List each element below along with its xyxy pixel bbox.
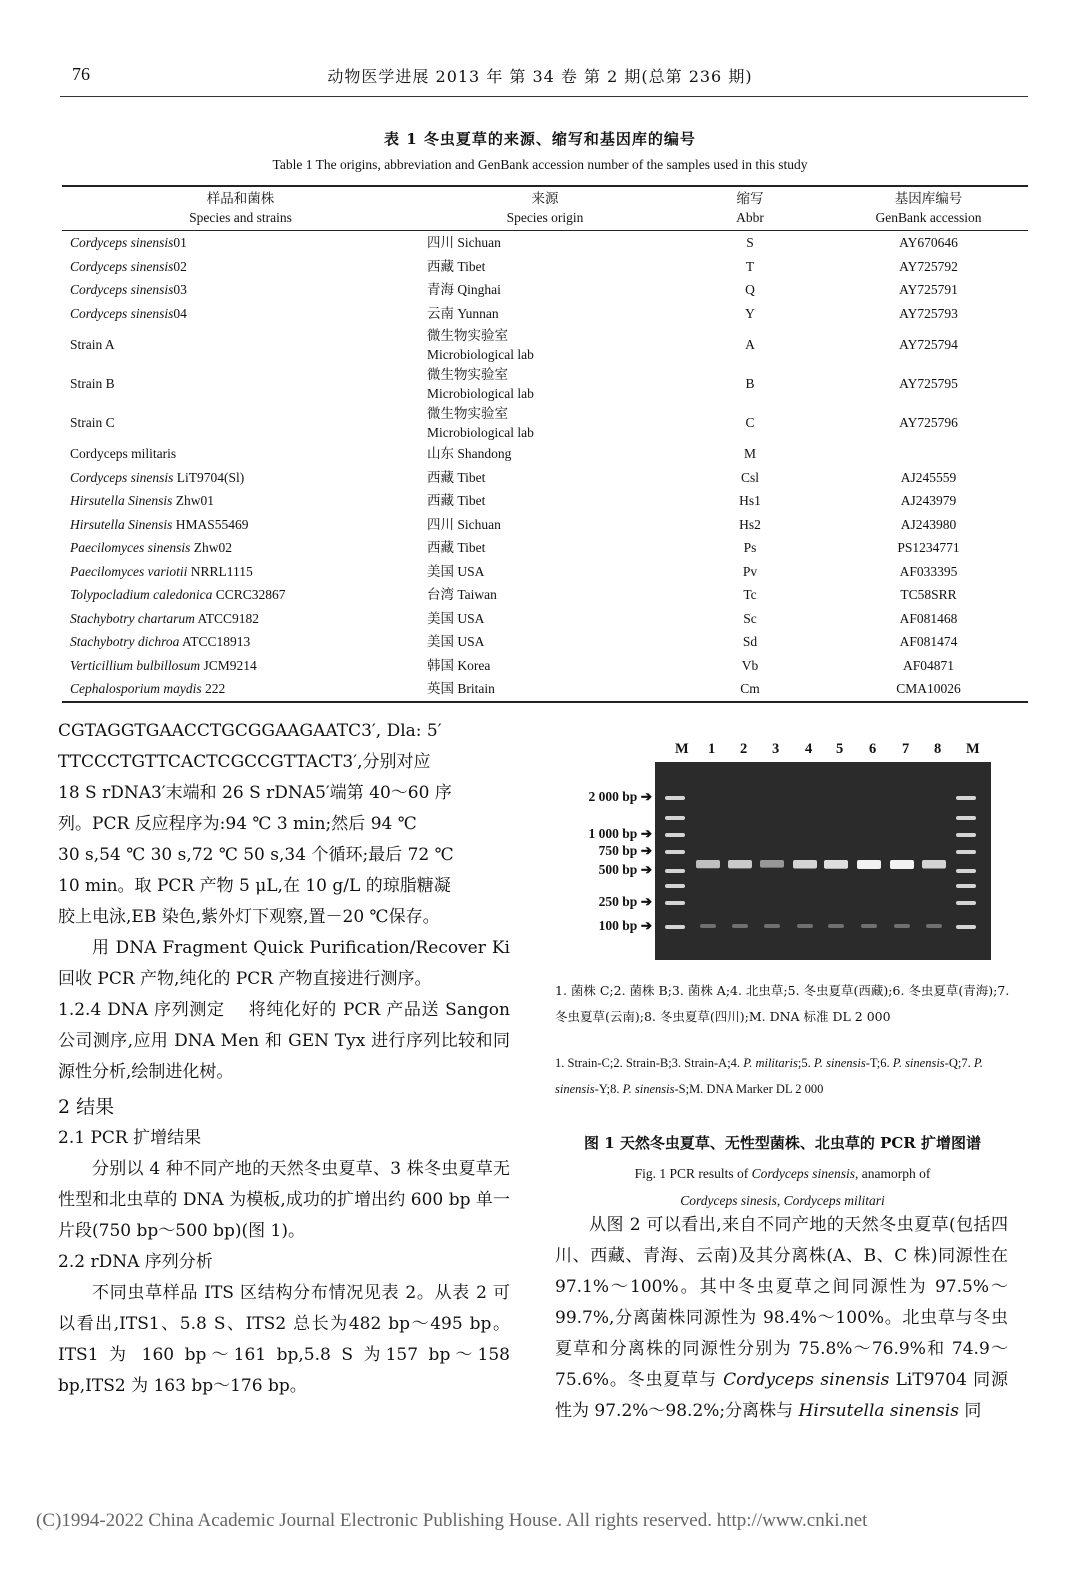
ladder-band bbox=[956, 925, 976, 929]
ladder-band bbox=[665, 796, 685, 800]
sample-band bbox=[890, 860, 914, 869]
cell-origin: 韩国 Korea bbox=[427, 657, 491, 673]
gel-lane-label: 5 bbox=[836, 741, 844, 757]
cell-accession: AY725796 bbox=[899, 415, 958, 430]
cell-species: Stachybotry chartarum ATCC9182 bbox=[70, 610, 259, 626]
section-2-2-heading: 2.2 rDNA 序列分析 bbox=[58, 1252, 213, 1272]
arrow-right-icon: ➔ bbox=[640, 843, 652, 858]
table-row bbox=[62, 583, 1028, 607]
gel-lane-label: 8 bbox=[934, 741, 942, 757]
cell-species: Stachybotry dichroa ATCC18913 bbox=[70, 634, 251, 650]
cell-accession: TC58SRR bbox=[900, 587, 957, 603]
cell-abbr: Ps bbox=[743, 540, 757, 556]
gel-lane-label: M bbox=[966, 741, 980, 757]
cell-accession: AF04871 bbox=[902, 657, 954, 673]
cell-accession bbox=[829, 442, 1028, 466]
cell-species: Cordyceps sinensis04 bbox=[70, 305, 187, 321]
cell-accession: AY725793 bbox=[899, 305, 958, 321]
cell-accession: AJ245559 bbox=[900, 469, 957, 485]
gel-lane-label: M bbox=[675, 741, 689, 757]
table-header-row bbox=[62, 186, 1028, 231]
ladder-band bbox=[665, 833, 685, 837]
left-column bbox=[58, 716, 510, 1402]
section-2-1-heading: 2.1 PCR 扩增结果 bbox=[58, 1128, 202, 1148]
gel-lane-labels bbox=[660, 741, 990, 761]
gel-lane-label: 6 bbox=[869, 741, 877, 757]
cell-accession: AF081468 bbox=[899, 610, 958, 626]
cell-origin: 西藏 Tibet bbox=[427, 469, 486, 485]
cell-abbr: C bbox=[745, 415, 755, 430]
table-row bbox=[62, 489, 1028, 513]
primer-line-6: 10 min。取 PCR 产物 5 μL,在 10 g/L 的琼脂糖凝 bbox=[58, 876, 451, 896]
primer-line-3: 18 S rDNA3′末端和 26 S rDNA5′端第 40～60 序 bbox=[58, 783, 452, 803]
cell-abbr: Q bbox=[745, 282, 755, 298]
page-number: 76 bbox=[72, 64, 90, 84]
cell-species: Cordyceps militaris bbox=[70, 446, 177, 462]
gel-marker-label: 750 bp ➔ bbox=[598, 843, 652, 858]
cell-origin: 西藏 Tibet bbox=[427, 493, 486, 509]
table-row bbox=[62, 403, 1028, 442]
cell-origin: 美国 USA bbox=[427, 610, 485, 626]
figure-caption-cn: 1. 菌株 C;2. 菌株 B;3. 菌株 A;4. 北虫草;5. 冬虫夏草(西藏);6. 冬虫夏草(青海);7. 冬虫夏草(云南);8. 冬虫夏草(四川);M. DNA 标准 DL 2 000 bbox=[555, 983, 1010, 1024]
sample-band bbox=[922, 860, 946, 869]
sample-band bbox=[696, 860, 720, 868]
cell-abbr: Pv bbox=[742, 563, 758, 579]
cell-accession: AF081474 bbox=[899, 634, 958, 650]
ladder-band bbox=[956, 869, 976, 873]
cell-species: Hirsutella Sinensis HMAS55469 bbox=[70, 516, 249, 532]
arrow-right-icon: ➔ bbox=[640, 826, 652, 841]
cell-accession: PS1234771 bbox=[897, 540, 960, 556]
primer-dimer-band bbox=[797, 924, 813, 928]
figure-title-en: Fig. 1 PCR results of Cordyceps sinensis, anamorph of Cordyceps sinesis, Cordyceps militari bbox=[634, 1166, 931, 1208]
table-row bbox=[62, 560, 1028, 584]
cell-species: Strain C bbox=[70, 415, 115, 430]
cell-abbr: B bbox=[745, 376, 755, 391]
ladder-band bbox=[956, 816, 976, 820]
primer-line-7: 胶上电泳,EB 染色,紫外灯下观察,置－20 ℃保存。 bbox=[58, 907, 440, 927]
table-title-cn: 表 1 冬虫夏草的来源、缩写和基因库的编号 bbox=[384, 130, 696, 148]
ladder-band bbox=[956, 850, 976, 854]
col-header-species: 样品和菌株 Species and strains bbox=[62, 186, 419, 231]
primer-line-1: CGTAGGTGAACCTGCGGAAGAATC3′, Dla: 5′ bbox=[58, 721, 442, 741]
ladder-band bbox=[665, 925, 685, 929]
table-row bbox=[62, 325, 1028, 364]
rdna-paragraph: 不同虫草样品 ITS 区结构分布情况见表 2。从表 2 可以看出,ITS1、5.8 S、ITS2 总长为482 bp～495 bp。ITS1 为 160 bp～161 bp,5.8 S 为157 bp～158 bp,ITS2 为 163 bp～176 bp。 bbox=[58, 1283, 510, 1396]
table-title-en: Table 1 The origins, abbreviation and GenBank accession number of the samples used in this study bbox=[272, 157, 808, 172]
cell-species: Cordyceps sinensis02 bbox=[70, 258, 187, 274]
primer-dimer-band bbox=[700, 924, 716, 928]
cell-origin: 四川 Sichuan bbox=[427, 235, 501, 251]
ladder-band bbox=[956, 884, 976, 888]
cell-species: Paecilomyces variotii NRRL1115 bbox=[70, 563, 253, 579]
primer-line-5: 30 s,54 ℃ 30 s,72 ℃ 50 s,34 个循环;最后 72 ℃ bbox=[58, 845, 454, 865]
cell-accession: AY725791 bbox=[899, 282, 958, 298]
cell-abbr: Csl bbox=[740, 469, 759, 485]
ladder-band bbox=[956, 901, 976, 905]
ladder-band bbox=[665, 869, 685, 873]
cell-origin: 微生物实验室 Microbiological lab bbox=[427, 405, 534, 440]
figure-title-cn: 图 1 天然冬虫夏草、无性型菌株、北虫草的 PCR 扩增图谱 bbox=[583, 1134, 981, 1152]
table-row bbox=[62, 442, 1028, 466]
cell-origin: 四川 Sichuan bbox=[427, 516, 501, 532]
table-row bbox=[62, 255, 1028, 279]
arrow-right-icon: ➔ bbox=[640, 862, 652, 877]
cell-accession: CMA10026 bbox=[896, 681, 961, 697]
ladder-band bbox=[665, 884, 685, 888]
sample-band bbox=[728, 860, 752, 868]
cell-origin: 微生物实验室 Microbiological lab bbox=[427, 327, 534, 362]
sequencing-text: 将纯化好的 PCR 产品送 Sangon 公司测序,应用 DNA Men 和 GEN Tyx 进行序列比较和同源性分析,绘制进化树。 bbox=[58, 1000, 510, 1082]
cell-origin: 台湾 Taiwan bbox=[427, 587, 497, 603]
primer-dimer-band bbox=[861, 924, 877, 928]
cell-accession: AJ243980 bbox=[900, 516, 957, 532]
table-row bbox=[62, 302, 1028, 326]
cell-species: Strain A bbox=[70, 337, 115, 352]
gel-lane-label: 7 bbox=[902, 741, 910, 757]
gel-lane-label: 3 bbox=[772, 741, 780, 757]
gel-marker-label: 1 000 bp ➔ bbox=[588, 826, 652, 841]
cell-species: Verticillium bulbillosum JCM9214 bbox=[70, 657, 257, 673]
ladder-band bbox=[956, 796, 976, 800]
sample-band bbox=[793, 860, 817, 869]
gel-lane-label: 4 bbox=[805, 741, 813, 757]
gel-marker-label: 100 bp ➔ bbox=[598, 918, 652, 933]
running-head: 动物医学进展 2013 年 第 34 卷 第 2 期(总第 236 期) bbox=[327, 67, 753, 86]
cell-origin: 西藏 Tibet bbox=[427, 540, 486, 556]
table-row bbox=[62, 513, 1028, 537]
arrow-right-icon: ➔ bbox=[640, 918, 652, 933]
gel-lane-label: 1 bbox=[708, 741, 716, 757]
gel-marker-label: 2 000 bp ➔ bbox=[588, 789, 652, 804]
cell-accession: AF033395 bbox=[899, 563, 958, 579]
cell-abbr: S bbox=[746, 235, 754, 251]
cell-abbr: Y bbox=[745, 305, 755, 321]
table-row bbox=[62, 364, 1028, 403]
cell-species: Strain B bbox=[70, 376, 115, 391]
primer-dimer-band bbox=[764, 924, 780, 928]
cell-species: Cordyceps sinensis LiT9704(Sl) bbox=[70, 469, 245, 485]
cell-abbr: Sc bbox=[743, 610, 757, 626]
table-row bbox=[62, 231, 1028, 255]
primer-line-2: TTCCCTGTTCACTCGCCGTTACT3′,分别对应 bbox=[58, 752, 431, 772]
cell-species: Hirsutella Sinensis Zhw01 bbox=[70, 493, 215, 509]
primer-line-4: 列。PCR 反应程序为:94 ℃ 3 min;然后 94 ℃ bbox=[58, 814, 417, 834]
sequencing-paragraph bbox=[58, 995, 510, 1088]
cell-abbr: M bbox=[743, 446, 756, 462]
cell-species: Paecilomyces sinensis Zhw02 bbox=[70, 540, 232, 556]
table-row bbox=[62, 466, 1028, 490]
table-row bbox=[62, 536, 1028, 560]
gel-marker-label: 500 bp ➔ bbox=[598, 862, 652, 877]
cell-accession: AY670646 bbox=[899, 235, 958, 251]
sample-band bbox=[760, 860, 784, 868]
cell-origin: 青海 Qinghai bbox=[427, 282, 501, 298]
ladder-band bbox=[956, 833, 976, 837]
cell-abbr: Sd bbox=[742, 634, 758, 650]
primer-dimer-band bbox=[894, 924, 910, 928]
arrow-right-icon: ➔ bbox=[640, 789, 652, 804]
table-row bbox=[62, 654, 1028, 678]
pcr-result-paragraph: 分别以 4 种不同产地的天然冬虫夏草、3 株冬虫夏草无性型和北虫草的 DNA 为模板,成功的扩增出约 600 bp 单一片段(750 bp～500 bp)(图 1)。 bbox=[58, 1159, 510, 1241]
gel-lane-label: 2 bbox=[740, 741, 748, 757]
purification-paragraph: 用 DNA Fragment Quick Purification/Recover Ki 回收 PCR 产物,纯化的 PCR 产物直接进行测序。 bbox=[58, 938, 510, 989]
col-header-abbr: 缩写 Abbr bbox=[671, 186, 829, 231]
cell-origin: 英国 Britain bbox=[427, 681, 495, 697]
cell-species: Cordyceps sinensis01 bbox=[70, 235, 187, 251]
cell-abbr: A bbox=[745, 337, 755, 352]
cell-accession: AJ243979 bbox=[900, 493, 957, 509]
cell-abbr: Hs1 bbox=[739, 493, 761, 509]
cell-origin: 云南 Yunnan bbox=[427, 305, 499, 321]
cell-origin: 微生物实验室 Microbiological lab bbox=[427, 366, 534, 401]
samples-table bbox=[62, 185, 1028, 703]
cell-abbr: Hs2 bbox=[739, 516, 761, 532]
cell-accession: AY725795 bbox=[899, 376, 958, 391]
primer-dimer-band bbox=[828, 924, 844, 928]
pcr-gel-image bbox=[655, 762, 991, 960]
table-row bbox=[62, 607, 1028, 631]
primer-dimer-band bbox=[926, 924, 942, 928]
primer-dimer-band bbox=[732, 924, 748, 928]
cell-abbr: Cm bbox=[740, 681, 760, 697]
section-1-2-4-heading: 1.2.4 DNA 序列测定 bbox=[58, 1000, 225, 1020]
arrow-right-icon: ➔ bbox=[640, 894, 652, 909]
cell-origin: 山东 Shandong bbox=[427, 446, 512, 462]
gel-marker-labels bbox=[570, 762, 652, 960]
section-2-heading: 2 结果 bbox=[58, 1096, 115, 1118]
table-row bbox=[62, 677, 1028, 702]
cell-species: Tolypocladium caledonica CCRC32867 bbox=[70, 587, 286, 603]
cell-abbr: Vb bbox=[741, 657, 759, 673]
cell-origin: 美国 USA bbox=[427, 563, 485, 579]
cell-accession: AY725794 bbox=[899, 337, 958, 352]
cell-origin: 美国 USA bbox=[427, 634, 485, 650]
ladder-band bbox=[665, 901, 685, 905]
homology-paragraph: 从图 2 可以看出,来自不同产地的天然冬虫夏草(包括四川、西藏、青海、云南)及其分离株(A、B、C 株)同源性在 97.1%～100%。其中冬虫夏草之间同源性为 97.5%～99.7%,分离菌株同源性为 98.4%～100%。北虫草与冬虫夏草和分离株的同源性分别为 75.8%～76.9%和 74.9～75.6%。冬虫夏草与 Cordyceps sinensis LiT9704 同源性为 97.2%～98.2%;分离株与 Hirsutella sinensis 同 bbox=[555, 1215, 1009, 1421]
right-column bbox=[555, 1210, 1008, 1427]
ladder-band bbox=[665, 816, 685, 820]
cell-accession: AY725792 bbox=[899, 258, 958, 274]
table-row bbox=[62, 630, 1028, 654]
col-header-origin: 来源 Species origin bbox=[419, 186, 671, 231]
gel-marker-label: 250 bp ➔ bbox=[598, 894, 652, 909]
cell-species: Cephalosporium maydis 222 bbox=[70, 681, 226, 697]
cell-abbr: T bbox=[745, 258, 755, 274]
cell-abbr: Tc bbox=[743, 587, 757, 603]
cell-species: Cordyceps sinensis03 bbox=[70, 282, 187, 298]
col-header-accession: 基因库编号 GenBank accession bbox=[829, 186, 1028, 231]
sample-band bbox=[824, 860, 848, 869]
ladder-band bbox=[665, 850, 685, 854]
sample-band bbox=[857, 860, 881, 869]
copyright-footer: (C)1994-2022 China Academic Journal Electronic Publishing House. All rights reserved. http://www.cnki.net bbox=[36, 1510, 868, 1531]
table-row bbox=[62, 278, 1028, 302]
table-body bbox=[62, 231, 1028, 702]
figure-caption-en: 1. Strain-C;2. Strain-B;3. Strain-A;4. P. militaris;5. P. sinensis-T;6. P. sinensis-Q;7. P. sinensis-Y;8. P. sinensis-S;M. DNA Marker DL 2 000 bbox=[555, 1056, 983, 1096]
header-rule bbox=[60, 96, 1028, 97]
cell-origin: 西藏 Tibet bbox=[427, 258, 486, 274]
